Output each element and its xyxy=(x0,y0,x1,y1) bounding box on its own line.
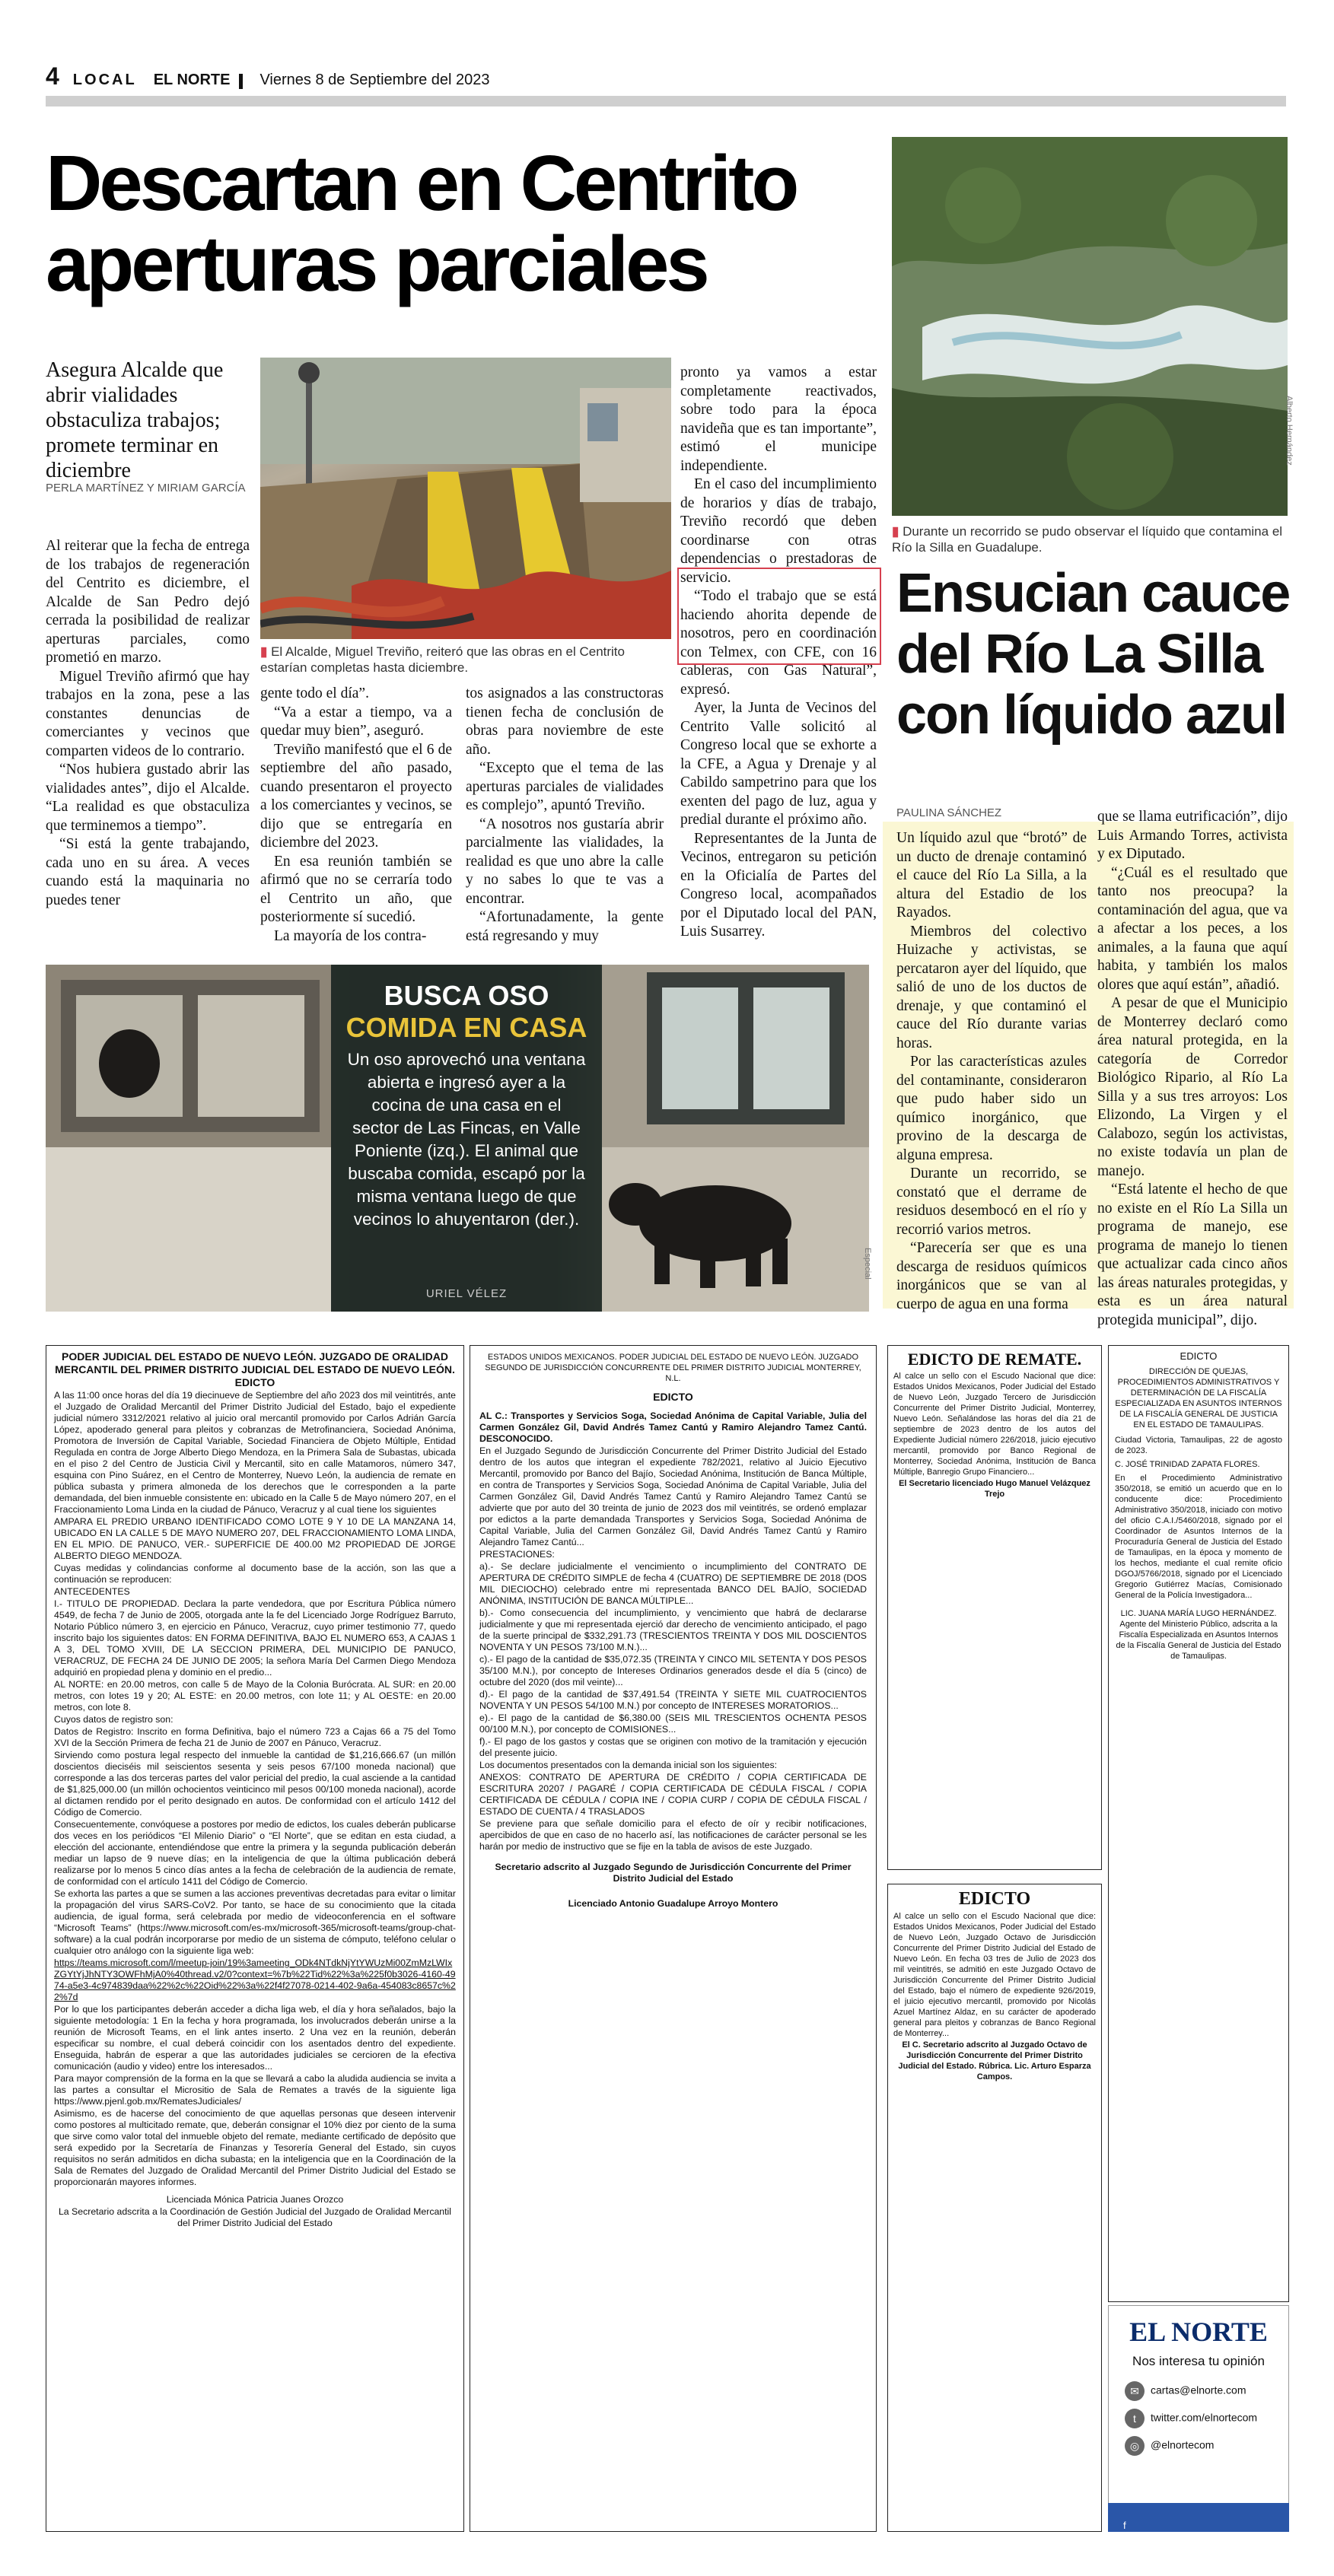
paragraph: “¿Cuál es el resultado que tanto nos preocupa? la contaminación del agua, que va a afectar a los peces, a los animales, a la fauna que aquí habita, y también los malos olores que aquí están”, añadió. xyxy=(1097,864,1288,993)
signature-name: Licenciada Mónica Patricia Juanes Orozco xyxy=(166,2194,344,2205)
notice-title: EDICTO xyxy=(653,1391,693,1403)
promo-email[interactable]: ✉ cartas@elnorte.com xyxy=(1125,2381,1246,2401)
paragraph: La mayoría de los contra- xyxy=(274,927,427,944)
notice-signature: El Secretario licenciado Hugo Manuel Velázquez Trejo xyxy=(899,1479,1090,1499)
twitter-icon: t xyxy=(1125,2409,1145,2428)
paragraph: Un líquido azul que “brotó” de un ducto de drenaje contaminó el cauce del Río La Silla, a la altura del Estadio de los Rayados. xyxy=(896,830,1087,921)
notice-paragraph: Asimismo, es de hacerse del conocimiento de que aquellas personas que deseen intervenir como postores al multicitado remate, que, deberán consignar el 10% diez por ciento de la suma que sirve como valor total del inmueble objeto del remate, mediante certificado de depósito que será expedido por la Secretaría de Finanzas y Tesorería General del Estado, sin cuyos requisitos no serán admitidos en dicha subasta; en la inteligencia que en la Coordinación de la Sala de Remates del Juzgado de Oralidad Mercantil del Primer Distrito Judicial del Estado se proporcionarán mayores informes. xyxy=(54,2108,456,2187)
river-illustration xyxy=(892,137,1288,516)
legal-notice-3 xyxy=(887,1345,1102,1870)
notice-paragraph: Sirviendo como postura legal respecto del inmueble la cantidad de $1,216,666.67 (un millón doscientos dieciséis mil seiscientos sesenta y seis pesos 67/100 moneda nacional) que corresponde a las dos terceras partes del valor pericial del predio, la cual asciende a la cantidad de $1,825,000.00 (un millón ochocientos veinticinco mil pesos 00/100 moneda nacional), acorde al dictamen rendido por el perito designado en autos. De conformidad con el artículo 1412 del Código de Comercio. xyxy=(54,1750,456,1818)
notice-paragraph: ANTECEDENTES xyxy=(54,1586,130,1597)
notice-paragraph: Se previene para que señale domicilio para el efecto de oír y recibir notificaciones, apercibidos de que en caso de no hacerlo así, las notificaciones de carácter personal se les harán por medio de instructivo que se fije en la tabla de avisos de este Juzgado. xyxy=(479,1818,867,1852)
facebook-icon: f xyxy=(1123,2520,1132,2531)
promo-tagline: Nos interesa tu opinión xyxy=(1132,2354,1265,2368)
publication-date: Viernes 8 de Septiembre del 2023 xyxy=(259,72,490,88)
meeting-link[interactable]: https://teams.microsoft.com/l/meetup-join/19%3ameeting_ODk4NTdkNjYtYWUzMi00ZmMzLWIxZGYtYjJhNTY3OWFhMjA0%40thread.v2/0?context=%7b%22Tid%22%3a%225f0b3026-4160-4974-a5e3-4c974839daa%22%2c%22Oid%22%3a%22f4f27078-0214-402-9a6a-454083c8657c%22%7d xyxy=(54,1957,456,2002)
paragraph: Treviño manifestó que el 6 de septiembre del año pasado, cuando presentaron el proyecto a los comerciantes y vecinos, se dijo que se entregaría en diciembre del 2023. xyxy=(260,741,452,851)
paragraph: Ayer, la Junta de Vecinos del Centrito Valle solicitó al Congreso local que se exhorte a la CFE, a Agua y Drenaje y al Cabildo sampetrino para que los exenten del pago de luz, agua y predial durante el próximo año. xyxy=(680,700,877,828)
river-photo xyxy=(892,137,1288,516)
notice-paragraph: c).- El pago de la cantidad de $35,072.35 (TREINTA Y CINCO MIL SETENTA Y DOS PESOS 35/100 M.N.), por concepto de Intereses Ordinarios generados desde el día 5 (cinco) de octubre del 2020 (dos mil veinte)... xyxy=(479,1654,867,1687)
promo-title: EL NORTE xyxy=(1129,2317,1268,2347)
page-number: 4 xyxy=(46,62,59,90)
notice-paragraph: Por lo que los participantes deberán acceder a dicha liga web, el día y hora señalados, bajo la siguiente metodología: 1 En la fecha y hora programada, los involucrados deberán unirse a la reunión de Microsoft Teams, en el link antes inserto. 2 Una vez en la reunión, deberán especificar su nombre, el cual deberá coincidir con los asentados dentro del expediente. Enseguida, habrán de esperar a que las autoridades judiciales se cercioren de la efectiva comunicación (audio y video) entre los interesados... xyxy=(54,2004,456,2072)
notice-paragraph: a).- Se declare judicialmente el vencimiento o incumplimiento del CONTRATO DE APERTURA DE CRÉDITO SIMPLE de fecha 4 (CUATRO) DE SEPTIEMBRE DE 2018 (DOS MIL DIECIOCHO) celebrado entre mi representada BANCO DEL BAJÍO, SOCIEDAD ANÓNIMA, INSTITUCIÓN DE BANCA MÚLTIPLE... xyxy=(479,1561,867,1606)
river-headline: Ensucian cauce del Río La Silla con líquido azul xyxy=(896,563,1290,746)
notice-paragraph: Al calce un sello con el Escudo Nacional que dice: Estados Unidos Mexicanos, Poder Judicial del Estado de Nuevo León, Juzgado Tercero de Jurisdicción Concurrente del Primer Distrito Judicial, Monterrey, Nuevo León. Señalándose las horas del día 21 de septiembre de 2023 dentro de los autos del Expediente Judicial número 226/2018, juicio ejecutivo mercantil, promovido por Banco Regional de Monterrey, Sociedad Anónima, Institución de Banca Múltiple, Banregio Grupo Financiero... xyxy=(893,1372,1096,1477)
notice-addressee: AL C.: Transportes y Servicios Soga, Sociedad Anónima de Capital Variable, Julia del Carmen González Gil, David Andrés Tamez Cantú y Ramiro Alejandro Tamez Cantú. DESCONOCIDO. xyxy=(479,1410,867,1444)
notice-paragraph: ANEXOS: CONTRATO DE APERTURA DE CRÉDITO / COPIA CERTIFICADA DE ESCRITURA 20207 / PAGARÉ / COPIA CERTIFICADA DE CÉDULA FISCAL / COPIA CERTIFICADA DE CÉDULA / COPIA INE / COPIA CURP / COPIA DE CÉDULA FISCAL / ESTADO DE CUENTA / 4 TRASLADOS xyxy=(479,1772,867,1817)
paragraph: “Está latente el hecho de que no existe en el Río La Silla un programa de manejo, ese programa de manejo lo tienen que actualizar cada cinco años las áreas naturales protegidas, y esta es un área natural protegida municipal”, dijo. xyxy=(1097,1181,1288,1328)
notice-paragraph: A las 11:00 once horas del día 19 diecinueve de Septiembre del año 2023 dos mil veintitrés, ante el Juzgado de Oralidad Mercantil del Primer Distrito Judicial del Estado, bajo el expediente judicial número 3312/2021 relativo al juicio oral mercantil promovido por Carlos Adrián García López, apoderado general para pleitos y cobranzas de Metrofinanciera, Sociedad Anónima, Promotora de Inversión de Capital Variable, Sociedad Financiera de Objeto Múltiple, Entidad Regulada en contra de Jorge Alberto Diego Mendoza, en la Primera Sala de Subastas, ubicada en el piso 2 del Centro de Justicia Civil y Mercantil, sito en calle Matamoros, número 347, esquina con Pino Suárez, en el Centro de Monterrey, Nuevo León, la audiencia de remate en pública subasta y primera almoneda de los derechos que le corresponden a la parte demandada, del bien inmueble consistente en: ubicado en la Calle 5 de Mayo número 207, en el Fraccionamiento Loma Linda en la ciudad de Pánuco, Veracruz y al cual tiene los siguientes xyxy=(54,1390,456,1515)
notice-title: EDICTO xyxy=(1180,1350,1218,1362)
notice-paragraph: Los documentos presentados con la demanda inicial son los siguientes: xyxy=(479,1760,778,1770)
bear-text: Un oso aprovechó una ventana abierta e ingresó ayer a la cocina de una casa en el sector de Las Fincas, en Valle Poniente (izq.). El animal que buscaba comida, escapó por la misma ventana luego de que vecinos lo ahuyentaron (der.). xyxy=(347,1050,586,1229)
main-deck: Asegura Alcalde que abrir vialidades obstaculiza trabajos; promete terminar en diciembre xyxy=(46,358,224,482)
notice-paragraph: Consecuentemente, convóquese a postores por medio de edictos, los cuales deberán publicarse dos veces en los periódicos “El Milenio Diario” o “El Norte”, que se editan en esta ciudad, a elección del accionante, entendiéndose que entre la primera y la segunda publicación deberán mediar un lapso de 9 nueve días; en la inteligencia de que la última publicación deberá realizarse por lo menos 5 cinco días antes a la fecha de celebración de la audiencia de remate, de conformidad con el artículo 1411 del Código de Comercio. xyxy=(54,1819,456,1887)
main-column-1 xyxy=(46,537,250,910)
signature-name: Licenciado Antonio Guadalupe Arroyo Montero xyxy=(568,1898,778,1909)
notice-signature: LIC. JUANA MARÍA LUGO HERNÁNDEZ. Agente del Ministerio Público, adscrita a la Fiscalía Especializada en Asuntos Internos de la Fiscalía General de Justicia del Estado de Tamaulipas. xyxy=(1116,1609,1281,1661)
paragraph: tos asignados a las constructoras tienen fecha de conclusión de obras para noviembre de este año. xyxy=(466,685,664,758)
notice-paragraph: PRESTACIONES: xyxy=(479,1549,555,1560)
notice-paragraph: Datos de Registro: Inscrito en forma Definitiva, bajo el número 723 a Cajas 66 a 75 del Tomo XVI de la Sección Primera de fecha 21 de Junio de 2007 en Pánuco, Veracruz. xyxy=(54,1726,456,1748)
paragraph: En el caso del incumplimiento de horarios y días de trabajo, Treviño recordó que deben coordinarse con otras dependencias o prestadoras de servicio. xyxy=(680,476,877,586)
signature-title: Secretario adscrito al Juzgado Segundo de Jurisdicción Concurrente del Primer Distrito Judicial del Estado xyxy=(495,1862,852,1884)
legal-notice-2 xyxy=(470,1345,877,2532)
paragraph: Durante un recorrido, se constató que el derrame de residuos desembocó en el río y recorrió varios metros. xyxy=(896,1166,1087,1238)
paragraph: Representantes de la Junta de Vecinos, entregaron su petición en la Oficialía de Partes del Congreso local, acompañados por el Diputado local del PAN, Luis Susarrey. xyxy=(680,830,877,940)
notice-title: EDICTO xyxy=(958,1889,1031,1909)
paragraph: Al reiterar que la fecha de entrega de los trabajos de regeneración del Centrito es diciembre, el Alcalde de San Pedro dejó cerrada la posibilidad de realizar aperturas parciales, como prometió en marzo. xyxy=(46,538,250,666)
paragraph: gente todo el día”. xyxy=(260,685,369,701)
promo-twitter[interactable]: t twitter.com/elnortecom xyxy=(1125,2409,1257,2428)
paragraph: “Parecería ser que es una descarga de residuos químicos inorgánicos que se van al cuerpo de agua en una forma xyxy=(896,1240,1087,1312)
notice-paragraph: I.- TITULO DE PROPIEDAD. Declara la parte vendedora, que por Escritura Pública número 4549, de fecha 7 de Junio de 2005, otorgada ante la fe del Licenciado Jorge Rodríguez Barruto, Notario Público número 3, en ejercicio en Pánuco, Veracruz, cuyo primer testimonio 77, quedo inscrito bajo los siguientes datos: EN FORMA DEFINITIVA, BAJO EL NUMERO 653, A CAJAS 1 A 3, DEL TOMO XVIII, DE LA SECCION PRIMERA, DEL MUNICIPIO DE PANUCO, VERACRUZ, DE FECHA 24 DE JUNIO DE 2005; la señora María Del Carmen Diego Mendoza adquirió en propiedad plena y dominio en el predio... xyxy=(54,1598,456,1678)
main-byline: PERLA MARTÍNEZ Y MIRIAM GARCÍA xyxy=(46,482,246,495)
paragraph: “A nosotros nos gustaría abrir parcialmente las vialidades, la realidad es que uno abre la calle y no sabes lo que te vas a encontrar. xyxy=(466,816,664,907)
mail-icon: ✉ xyxy=(1125,2381,1145,2401)
notice-title: PODER JUDICIAL DEL ESTADO DE NUEVO LEÓN. JUZGADO DE ORALIDAD MERCANTIL DEL PRIMER DISTRITO JUDICIAL DEL ESTADO DE NUEVO LEÓN. EDICTO xyxy=(55,1350,455,1388)
section-name: LOCAL xyxy=(72,72,137,88)
paragraph: pronto ya vamos a estar completamente reactivados, sobre todo para la época navideña que es tan importante”, estimó el municipe independiente. xyxy=(680,364,877,474)
main-column-2 xyxy=(260,685,452,946)
bear-title-line2: COMIDA EN CASA xyxy=(345,1012,587,1043)
river-column-1 xyxy=(896,829,1087,1314)
notice-title: EDICTO DE REMATE. xyxy=(907,1350,1082,1369)
notice-paragraph: En el Juzgado Segundo de Jurisdicción Concurrente del Primer Distrito Judicial del Estado dentro de los autos que integran el expediente 782/2021, relativo al Juicio Ejecutivo Mercantil, promovido por Banco del Bajío, Sociedad Anónima, Institución de Banca Múltiple, en contra de Transportes y Servicios Soga, Sociedad Anónima de Capital Variable, Julia del Carmen González Gil, David Andrés Tamez Cantú y Ramiro Alejandro Tamez Cantú se advierte que por auto del 30 treinta de junio de 2023 dos mil veintitrés, se ordenó emplazar por edictos a la parte demandada Transportes y Servicios Soga, Sociedad Anónima de Capital Variable, Julia del Carmen González Gil, David Andrés Tamez Cantú y Ramiro Alejandro Tamez Cantú... xyxy=(479,1445,867,1547)
notice-paragraph: e).- El pago de la cantidad de $6,380.00 (SEIS MIL TRESCIENTOS OCHENTA PESOS 00/100 M.N.), por concepto de COMISIONES... xyxy=(479,1713,867,1735)
bear-title-line1: BUSCA OSO xyxy=(384,980,549,1011)
quote-highlight-box xyxy=(677,568,881,665)
paragraph: “Todo el trabajo que se está haciendo ahorita depende de nosotros, pero en coordinación con Telmex, con CFE, con 16 cableras, con Gas Natural”, expresó. xyxy=(680,588,877,698)
notice-header: ESTADOS UNIDOS MEXICANOS. PODER JUDICIAL DEL ESTADO DE NUEVO LEÓN. JUZGADO SEGUNDO DE JURISDICCIÓN CONCURRENTE DEL PRIMER DISTRITO JUDICIAL MONTERREY, N.L. xyxy=(485,1353,861,1383)
paragraph: “Excepto que el tema de las aperturas parciales de vialidades es complejo”, apuntó Treviño. xyxy=(466,760,664,813)
notice-place: Ciudad Victoria, Tamaulipas, 22 de agosto de 2023. xyxy=(1115,1436,1282,1455)
notice-paragraph: Para mayor comprensión de la forma en la que se llevará a cabo la aludida audiencia se invita a las partes a consultar el Micrositio de Sala de Remates a través de la siguiente liga https://www.pjenl.gob.mx/RematesJudiciales/ xyxy=(54,2073,456,2107)
notice-paragraph: b).- Como consecuencia del incumplimiento, y vencimiento que habrá de declararse judicialmente y que mi representada ejerció dar derecho de vencimiento anticipado, el pago de la suerte principal de $332,291.73 (TRESCIENTOS TREINTA Y DOS MIL DOSCIENTOS NOVENTA Y UN PESOS 73/100 M.N.)... xyxy=(479,1608,867,1652)
main-column-3 xyxy=(466,685,664,946)
paragraph: “Afortunadamente, la gente está regresando y muy xyxy=(466,909,664,944)
paragraph: “Nos hubiera gustado abrir las vialidades antes”, dijo el Alcalde. “La realidad es que obstaculiza que terminemos a tiempo”. xyxy=(46,762,250,834)
notice-paragraph: Al calce un sello con el Escudo Nacional que dice: Estados Unidos Mexicanos, Poder Judicial del Estado de Nuevo León, Juzgado Octavo de Jurisdicción Concurrente del Primer Distrito Judicial del Estado de Nuevo León. En fecha 03 tres de Julio de 2023 dos mil veintitrés, se admitió en este Juzgado Octavo de Jurisdicción Concurrente del Primer Distrito Judicial del Estado, bajo el número de expediente 926/2019, el juicio ejecutivo mercantil, promovido por Nicolás Azuel Martínez Aldaz, en su carácter de apoderado general para pleitos y cobranzas de Banco Regional de Monterrey... xyxy=(893,1912,1096,2038)
signature-title: La Secretario adscrita a la Coordinación de Gestión Judicial del Juzgado de Oralidad Mercantil del Primer Distrito Judicial del Estado xyxy=(58,2206,452,2228)
paragraph: Miguel Treviño afirmó que hay trabajos en la zona, pese a las constantes denuncias de comerciantes y vecinos que comparten videos de lo contrario. xyxy=(46,668,250,759)
paragraph: Por las características azules del contaminante, consideraron que pudo haber sido un químico inorgánico, que provino de la descarga de alguna empresa. xyxy=(896,1054,1087,1163)
header-separator xyxy=(239,74,243,89)
notice-paragraph: AL NORTE: en 20.00 metros, con calle 5 de Mayo de la Colonia Burócrata. AL SUR: en 20.00 metros, con lotes 19 y 20; AL ESTE: en 20.00 metros, con lote 11; y AL OESTE: en 20.00 metros, con lote 8. xyxy=(54,1679,456,1713)
paragraph: “Si está la gente trabajando, cada uno en su área. A veces cuando está la maquinaria no puedes tener xyxy=(46,836,250,908)
notice-paragraph: En el Procedimiento Administrativo 350/2018, se emitió un acuerdo que en lo conducente dice: Procedimiento Administrativo 350/2018, iniciado con motivo del oficio C.A.I./5460/2018, signado por el Coordinador de Asuntos Internos de la Procuraduría General de Justicia del Estado de Tamaulipas, en la época y momento de los hechos, mediante el cual remite oficio DGOJ/5766/2018, signado por el Licenciado Gregorio Gutiérrez Macías, Comisionado General de la Policía Investigadora... xyxy=(1115,1474,1282,1600)
header-rule xyxy=(46,96,1286,107)
notice-paragraph: AMPARA EL PREDIO URBANO IDENTIFICADO COMO LOTE 9 Y 10 DE LA MANZANA 14, UBICADO EN LA CALLE 5 DE MAYO NUMERO 207, DEL FRACCIONAMIENTO LOMA LINDA, EN EL MPIO. DE PANUCO, VER.- SUPERFICIE DE 400.00 M2 PROPIEDAD DE JORGE ALBERTO DIEGO MENDOZA. xyxy=(54,1516,456,1561)
paragraph: Miembros del colectivo Huizache y activistas, se percataron ayer del líquido, que salió de uno de los ductos de drenaje, y que contaminó el cauce del Río durante varias horas. xyxy=(896,923,1087,1051)
notice-paragraph: Cuyos datos de registro son: xyxy=(54,1714,174,1725)
paragraph: En esa reunión también se afirmó que no se cerraría todo el Centrito un año, que posteriormente sí sucedió. xyxy=(260,853,452,925)
promo-instagram[interactable]: ◎ @elnortecom xyxy=(1125,2436,1214,2456)
paragraph: que se llama eutrificación”, dijo Luis Armando Torres, activista y ex Diputado. xyxy=(1097,809,1288,862)
bear-photo-credit: Especial xyxy=(863,1248,872,1280)
page-header xyxy=(46,62,1286,93)
paragraph: A pesar de que el Municipio de Monterrey declaró como área natural protegida, en la categoría de Corredor Biológico Ripario, al Río La Silla y a sus tres arroyos: Los Elizondo, La Virgen y el Calabozo, según los activistas, no existe todavía un plan de manejo. xyxy=(1097,995,1288,1179)
instagram-icon: ◎ xyxy=(1125,2436,1145,2456)
legal-notice-5 xyxy=(1108,1345,1289,2302)
river-byline: PAULINA SÁNCHEZ xyxy=(896,806,1002,819)
river-photo-credit: Alberto Hernández xyxy=(1285,396,1294,466)
paper-name: EL NORTE xyxy=(153,72,231,88)
notice-paragraph: d).- El pago de la cantidad de $37,491.54 (TREINTA Y SIETE MIL CUATROCIENTOS NOVENTA Y UN PESOS 54/100 M.N.) por concepto de INTERESES MORATORIOS... xyxy=(479,1689,867,1711)
centrito-photo xyxy=(260,358,671,639)
construction-illustration xyxy=(260,358,671,639)
notice-addressee: C. JOSÉ TRINIDAD ZAPATA FLORES. xyxy=(1115,1460,1260,1469)
notice-paragraph: Cuyas medidas y colindancias conforme al documento base de la acción, son las que a continuación se reproducen: xyxy=(54,1563,456,1585)
promo-facebook[interactable]: f www.facebook.com/elnortecom xyxy=(1108,2503,1289,2532)
notice-subtitle: DIRECCIÓN DE QUEJAS, PROCEDIMIENTOS ADMINISTRATIVOS Y DETERMINACIÓN DE LA FISCALÍA ESPECIALIZADA EN ASUNTOS INTERNOS DE LA FISCALÍA GENERAL DE JUSTICIA EN EL ESTADO DE TAMAULIPAS. xyxy=(1115,1367,1282,1430)
bear-credit: URIEL VÉLEZ xyxy=(425,1287,508,1300)
notice-paragraph: Se exhorta las partes a que se sumen a las acciones preventivas decretadas para evitar o limitar la propagación del virus SARS-CoV2. Por tanto, se hace de su conocimiento que la citada audiencia, de igual forma, será celebrada por medio de videoconferencia en el software “Microsoft Teams” (https://www.microsoft.com/es-mx/microsoft-365/microsoft-teams/group-chat-software) a la cual podrán incorporarse por medio de un sistema de cómputo, teléfono celular o cualquier otro análogo con la siguiente liga web: xyxy=(54,1888,456,1956)
legal-notice-1 xyxy=(46,1345,464,2532)
main-headline: Descartan en Centrito aperturas parciales xyxy=(46,139,797,307)
river-photo-caption: ▮ Durante un recorrido se pudo observar el líquido que contamina el Río la Silla en Guadalupe. xyxy=(892,524,1283,555)
notice-signature: El C. Secretario adscrito al Juzgado Octavo de Jurisdicción Concurrente del Primer Distrito Judicial del Estado. Rúbrica. Lic. Arturo Esparza Campos. xyxy=(898,2040,1091,2081)
legal-notice-4 xyxy=(887,1884,1102,2532)
river-column-2 xyxy=(1097,808,1288,1330)
notice-paragraph: f).- El pago de los gastos y costas que se originen con motivo de la tramitación y ejecución del presente juicio. xyxy=(479,1736,867,1758)
centrito-photo-caption: ▮ El Alcalde, Miguel Treviño, reiteró que las obras en el Centrito estarían completas hasta diciembre. xyxy=(260,644,625,675)
paragraph: “Va a estar a tiempo, va a quedar muy bien”, aseguró. xyxy=(260,704,452,739)
